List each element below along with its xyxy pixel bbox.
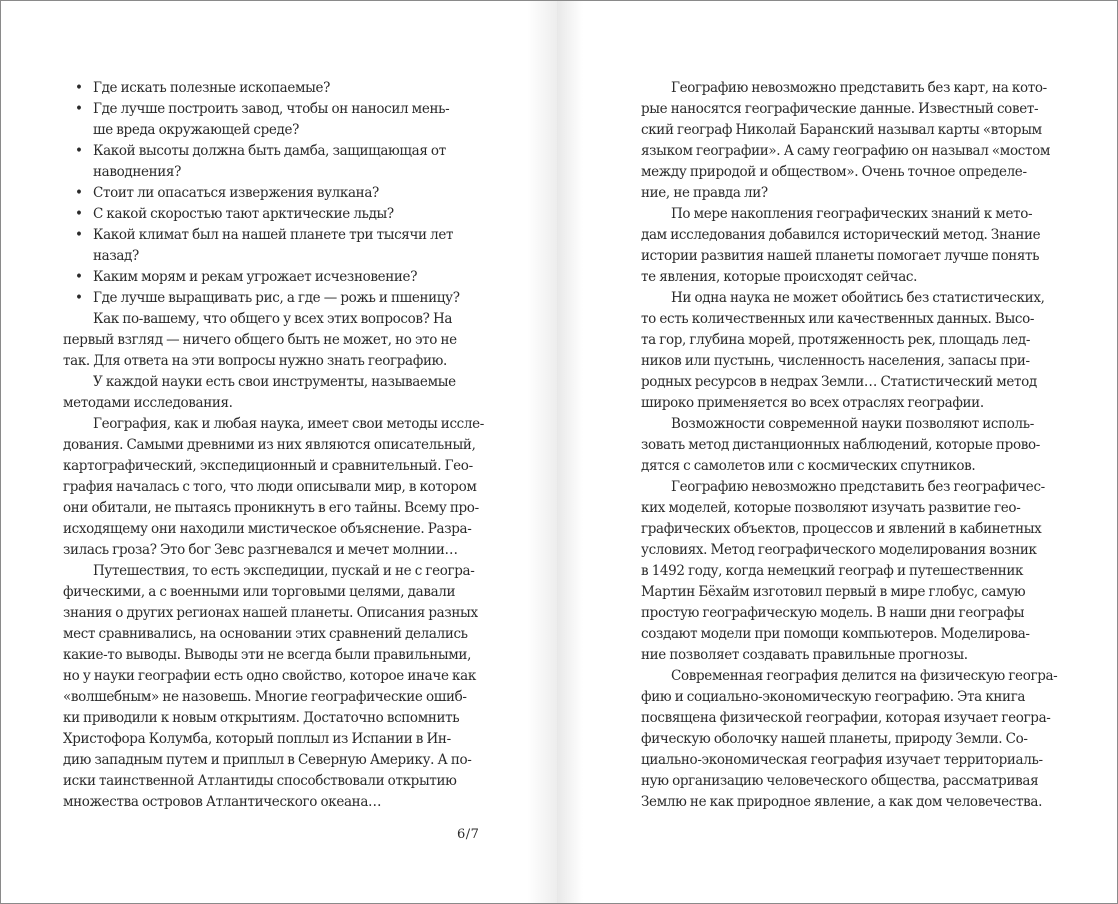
text-line: знания о других регионах нашей планеты. Описания разных — [63, 605, 478, 621]
text-line: зилась гроза? Это бог Зевс разгневался и мечет молнии… — [63, 542, 458, 558]
text-line: широко применяется во всех отраслях географии. — [641, 395, 984, 411]
text-line: иски таинственной Атлантиды способствовали открытию — [63, 773, 457, 789]
text-line: Географию невозможно представить без географичес- — [671, 479, 1045, 495]
bullet-icon: • — [75, 227, 83, 243]
text-line: Ни одна наука не может обойтись без статистических, — [671, 290, 1045, 306]
text-line: языком географии». А саму географию он называл «мостом — [641, 143, 1050, 159]
paragraph — [641, 414, 1061, 477]
text-line: истории развития нашей планеты помогает лучше понять — [641, 248, 1040, 264]
text-line: циально-экономическая география изучает территориаль- — [641, 752, 1043, 768]
text-line: ких моделей, которые позволяют изучать развитие гео- — [641, 500, 1021, 516]
list-item — [63, 183, 479, 204]
text-line: мест сравнивались, на основании этих сравнений делались — [63, 626, 468, 642]
text-line: Мартин Бёхайм изготовил первый в мире глобус, самую — [641, 584, 1026, 600]
text-line: С какой скоростью тают арктические льды? — [93, 206, 394, 222]
list-item — [63, 225, 479, 267]
text-line: создают модели при помощи компьютеров. Моделирова- — [641, 626, 1030, 642]
paragraph — [641, 288, 1061, 414]
text-line: Где лучше выращивать рис, а где — рожь и пшеницу? — [93, 290, 460, 306]
text-line: в 1492 году, когда немецкий географ и путешественник — [641, 563, 1024, 579]
paragraph — [63, 414, 484, 561]
bullet-icon: • — [75, 143, 83, 159]
text-line: Географию невозможно представить без карт, на кото- — [671, 80, 1047, 96]
text-line: По мере накопления географических знаний к мето- — [671, 206, 1033, 222]
text-line: посвящена физической географии, которая изучает геогра- — [641, 710, 1051, 726]
text-line: фическими, а с военными или торговыми целями, давали — [63, 584, 456, 600]
paragraph — [63, 372, 479, 414]
text-line: исходящему они находили мистическое объяснение. Разра- — [63, 521, 472, 537]
text-line: но у науки географии есть одно свойство, которое иначе как — [63, 668, 476, 684]
text-line: Стоит ли опасаться извержения вулкана? — [93, 185, 379, 201]
text-line: Христофора Колумба, который поплыл из Испании в Ин- — [63, 731, 451, 747]
text-line: дию западным путем и приплыл в Северную Америку. А по- — [63, 752, 472, 768]
text-line: методами исследования. — [63, 395, 233, 411]
text-line: У каждой науки есть свои инструменты, называемые — [93, 374, 456, 390]
gutter-shadow — [557, 1, 583, 903]
text-line: первый взгляд — ничего общего быть не может, но это не — [63, 332, 457, 348]
text-line: графия началась с того, что люди описывали мир, в котором — [63, 479, 477, 495]
bullet-icon: • — [75, 290, 83, 306]
text-line: Как по-вашему, что общего у всех этих вопросов? На — [93, 311, 453, 327]
list-item — [63, 78, 479, 99]
text-line: так. Для ответа на эти вопросы нужно знать географию. — [63, 353, 447, 369]
text-line: условиях. Метод географического моделирования возник — [641, 542, 1037, 558]
text-line: дам исследования добавился исторический метод. Знание — [641, 227, 1041, 243]
text-line: фическую оболочку нашей планеты, природу Земли. Со- — [641, 731, 1028, 747]
text-line: Каким морям и рекам угрожает исчезновение? — [93, 269, 418, 285]
text-line: «волшебным» не назовешь. Многие географические ошиб- — [63, 689, 467, 705]
text-line: Где искать полезные ископаемые? — [93, 80, 331, 96]
list-item — [63, 267, 479, 288]
text-line: ки приводили к новым открытиям. Достаточно вспомнить — [63, 710, 460, 726]
text-line: графических объектов, процессов и явлений в кабинетных — [641, 521, 1042, 537]
paragraph — [641, 204, 1061, 288]
text-line: Современная география делится на физическую геогра- — [671, 668, 1058, 684]
text-line: они обитали, не пытаясь проникнуть в его тайны. Всему про- — [63, 500, 479, 516]
left-text-column — [63, 78, 484, 813]
text-line: картографический, экспедиционный и сравнительный. Гео- — [63, 458, 473, 474]
paragraph — [63, 561, 479, 813]
text-line: зовать метод дистанционных наблюдений, которые прово- — [641, 437, 1040, 453]
list-item — [63, 141, 479, 183]
text-line: множества островов Атлантического океана… — [63, 794, 382, 810]
text-line: та гор, глубина морей, протяженность рек, площадь лед- — [641, 332, 1031, 348]
text-line: Какой высоты должна быть дамба, защищающая от — [93, 143, 446, 159]
text-line: дятся с самолетов или с космических спутников. — [641, 458, 976, 474]
question-list — [63, 78, 479, 309]
text-line: ную организацию человеческого общества, рассматривая — [641, 773, 1039, 789]
list-item — [63, 204, 479, 225]
text-line: родных ресурсов в недрах Земли… Статистический метод — [641, 374, 1037, 390]
left-paragraphs — [63, 309, 484, 813]
text-line: какие-то выводы. Выводы эти не всегда были правильными, — [63, 647, 472, 663]
text-line: те явления, которые происходят сейчас. — [641, 269, 918, 285]
text-line: рые наносятся географические данные. Известный совет- — [641, 101, 1039, 117]
list-item — [63, 99, 479, 141]
list-item — [63, 288, 479, 309]
text-line: фию и социально-экономическую географию. Эта книга — [641, 689, 1026, 705]
text-line: Где лучше построить завод, чтобы он наносил мень- — [93, 101, 450, 117]
text-line: Какой климат был на нашей планете три тысячи лет — [93, 227, 454, 243]
text-line: ние позволяет создавать правильные прогнозы. — [641, 647, 968, 663]
text-line: ников или пустынь, численность населения, запасы при- — [641, 353, 1030, 369]
right-text-column — [641, 78, 1061, 813]
bullet-icon: • — [75, 269, 83, 285]
paragraph — [641, 78, 1061, 204]
text-line: География, как и любая наука, имеет свои методы иссле- — [93, 416, 484, 432]
right-paragraphs — [641, 78, 1061, 813]
bullet-icon: • — [75, 185, 83, 201]
bullet-icon: • — [75, 206, 83, 222]
text-line: Путешествия, то есть экспедиции, пускай и не с геогра- — [93, 563, 475, 579]
text-line: наводнения? — [93, 164, 181, 180]
bullet-icon: • — [75, 80, 83, 96]
text-line: Возможности современной науки позволяют исполь- — [671, 416, 1034, 432]
gutter-shadow — [527, 1, 557, 903]
paragraph — [641, 666, 1061, 813]
left-page — [1, 1, 557, 903]
text-line: ние, не правда ли? — [641, 185, 768, 201]
right-page — [557, 1, 1117, 903]
text-line: дования. Самыми древними из них являются описательный, — [63, 437, 476, 453]
text-line: простую географическую модель. В наши дни географы — [641, 605, 1025, 621]
paragraph — [641, 477, 1061, 666]
bullet-icon: • — [75, 101, 83, 117]
text-line: то есть количественных или качественных данных. Высо- — [641, 311, 1035, 327]
paragraph — [63, 309, 479, 372]
page-number: 6/7 — [457, 827, 480, 842]
text-line: ский географ Николай Баранский называл карты «вторым — [641, 122, 1042, 138]
text-line: назад? — [93, 248, 139, 264]
text-line: между природой и обществом». Очень точное определе- — [641, 164, 1027, 180]
text-line: Землю не как природное явление, а как дом человечества. — [641, 794, 1043, 810]
text-line: ше вреда окружающей среде? — [93, 122, 300, 138]
